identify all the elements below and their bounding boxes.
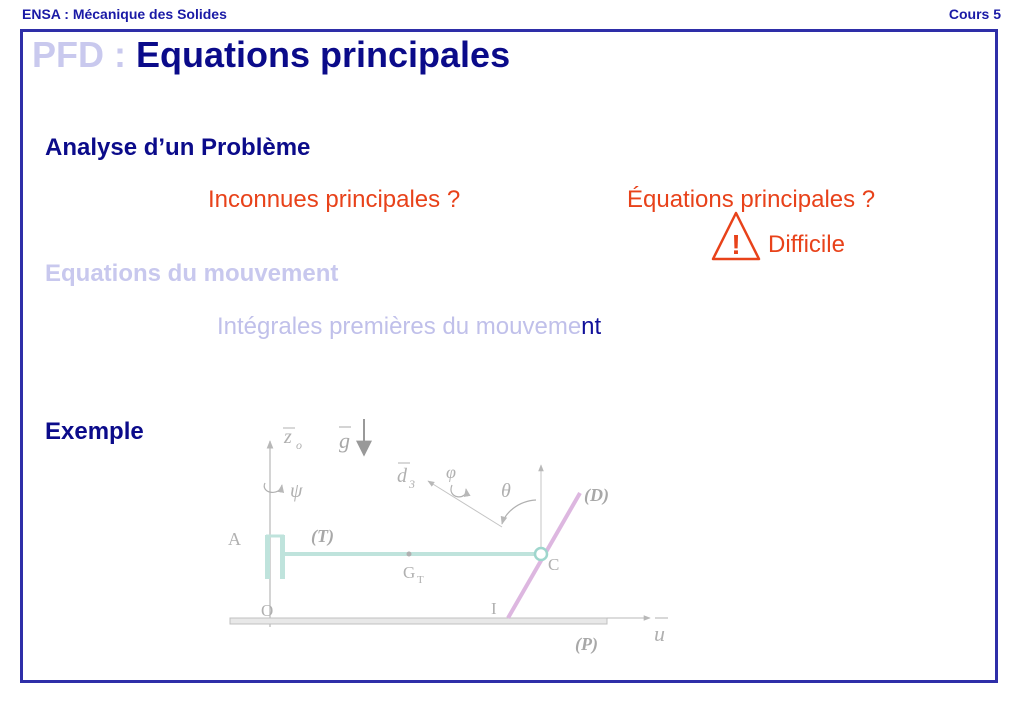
point-o-label: O <box>261 601 274 620</box>
point-a-label: A <box>228 529 241 549</box>
psi-label: ψ <box>290 480 303 502</box>
section-exemple: Exemple <box>45 418 144 445</box>
plane-label: (P) <box>575 634 598 654</box>
ground-plane <box>230 618 607 624</box>
warning-symbol: ! <box>731 229 741 260</box>
theta-label: θ <box>501 480 511 502</box>
point-c-label: C <box>548 555 560 574</box>
title-main: Equations principales <box>136 34 511 75</box>
disk-label: (D) <box>584 485 609 505</box>
d3-label: d <box>397 465 407 487</box>
pivot-plate-left <box>265 535 270 579</box>
point-g-subscript: T <box>417 574 424 586</box>
warning-icon <box>710 209 762 263</box>
psi-rotation-arrow <box>264 483 282 492</box>
center-gt <box>407 552 412 557</box>
u-label: u <box>654 621 665 646</box>
header-course-name: ENSA : Mécanique des Solides <box>22 6 227 22</box>
integrales-tail: nt <box>581 313 602 340</box>
gravity-label: g <box>339 428 350 453</box>
question-inconnues: Inconnues principales ? <box>208 186 461 213</box>
d3-axis <box>428 481 502 527</box>
d3-subscript: 3 <box>409 477 415 491</box>
point-i-label: I <box>491 599 497 618</box>
pivot-plate-right <box>280 535 285 579</box>
section-analyse: Analyse d’un Problème <box>45 134 311 161</box>
slide-title <box>32 34 510 76</box>
theta-arc <box>502 500 536 524</box>
question-equations: Équations principales ? <box>627 186 876 213</box>
z-axis-label: z <box>284 426 292 448</box>
warning-label: Difficile <box>768 231 845 258</box>
rod-label: (T) <box>311 526 334 546</box>
mechanism-diagram <box>220 405 690 660</box>
integrales-faded: Intégrales premières du mouveme <box>217 313 582 340</box>
phi-rotation-arrow <box>451 485 466 497</box>
section-equations-mouvement: Equations du mouvement <box>45 260 339 287</box>
z-axis-subscript: o <box>296 438 302 452</box>
point-g-label: G <box>403 563 416 582</box>
joint-c <box>535 548 547 560</box>
integrales-premieres <box>217 313 601 341</box>
title-prefix: PFD : <box>32 34 126 75</box>
phi-label: φ <box>446 462 456 482</box>
header-lesson-number: Cours 5 <box>948 6 1001 22</box>
